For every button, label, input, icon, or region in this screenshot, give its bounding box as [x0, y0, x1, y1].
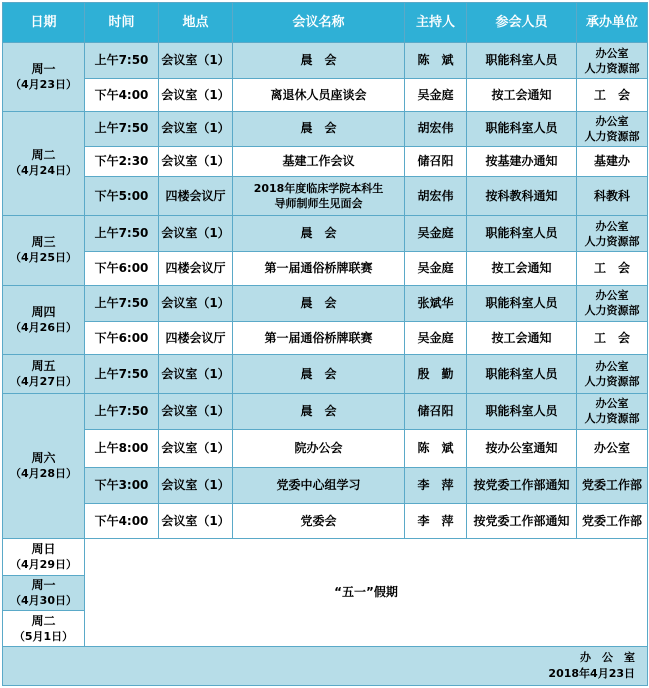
table-row: [3, 539, 648, 575]
organizer-line: 办公室: [593, 440, 630, 455]
meeting-name-cell: [233, 43, 405, 79]
place-cell: 会议室（1）: [159, 79, 233, 111]
organizer-line: 科教科: [593, 188, 630, 203]
place-cell: 会议室（1）: [159, 111, 233, 146]
day-name: 周五: [31, 359, 56, 374]
host-cell: 吴金庭: [405, 215, 467, 251]
organizer-cell: [577, 252, 648, 285]
organizer-line: 党委工作部: [581, 477, 642, 492]
time-cell: 上午8:00: [85, 430, 159, 467]
attendees-cell: 按党委工作部通知: [467, 467, 577, 503]
column-header: 会议名称: [233, 3, 405, 43]
host-cell: 吴金庭: [405, 79, 467, 111]
table-row: [3, 43, 648, 79]
day-cell: [3, 355, 85, 393]
day-date: （4月30日）: [10, 593, 77, 607]
table-row: [3, 285, 648, 321]
organizer-line: 办公室: [595, 397, 629, 411]
table-row: [3, 215, 648, 251]
column-header: 主持人: [405, 3, 467, 43]
meeting-name-line: 晨 会: [300, 53, 337, 68]
footer-row: [3, 647, 648, 686]
table-row: [3, 147, 648, 177]
place-cell: 会议室（1）: [159, 393, 233, 429]
table-row: [3, 177, 648, 215]
attendees-cell: 按党委工作部通知: [467, 503, 577, 538]
organizer-line: 办公室: [595, 360, 629, 374]
organizer-line: 办公室: [595, 289, 629, 303]
day-cell: [3, 611, 85, 647]
header-row: [3, 3, 648, 43]
schedule-body: [3, 43, 648, 686]
footer-date: 2018年4月23日: [548, 667, 635, 681]
table-row: [3, 355, 648, 393]
table-row: [3, 393, 648, 429]
table-row: [3, 252, 648, 285]
day-date: （4月23日）: [10, 77, 77, 91]
meeting-name-line: 第一届通俗桥牌联赛: [264, 260, 373, 275]
meeting-name-line: 院办公会: [294, 440, 343, 455]
time-cell: 上午7:50: [85, 285, 159, 321]
organizer-line: 人力资源部: [584, 375, 640, 389]
organizer-cell: [577, 393, 648, 429]
meeting-name-line: 导师制师生见面会: [274, 197, 363, 211]
table-row: [3, 111, 648, 146]
meeting-name-line: 晨 会: [300, 366, 337, 381]
place-cell: 会议室（1）: [159, 355, 233, 393]
host-cell: 张斌华: [405, 285, 467, 321]
place-cell: 会议室（1）: [159, 147, 233, 177]
attendees-cell: 职能科室人员: [467, 111, 577, 146]
meeting-name-cell: [233, 321, 405, 354]
place-cell: 会议室（1）: [159, 467, 233, 503]
attendees-cell: 职能科室人员: [467, 355, 577, 393]
organizer-line: 基建办: [593, 154, 630, 169]
organizer-cell: [577, 43, 648, 79]
host-cell: 陈 斌: [405, 430, 467, 467]
attendees-cell: 按工会通知: [467, 252, 577, 285]
time-cell: 下午4:00: [85, 79, 159, 111]
holiday-label: “五一”假期: [85, 539, 648, 647]
column-header: 承办单位: [577, 3, 648, 43]
organizer-cell: [577, 79, 648, 111]
meeting-name-line: 晨 会: [300, 121, 337, 136]
time-cell: 下午6:00: [85, 252, 159, 285]
meeting-name-cell: [233, 215, 405, 251]
meeting-schedule-table: [2, 2, 648, 686]
time-cell: 上午7:50: [85, 43, 159, 79]
organizer-cell: [577, 430, 648, 467]
place-cell: 会议室（1）: [159, 43, 233, 79]
table-row: [3, 503, 648, 538]
organizer-line: 人力资源部: [584, 304, 640, 318]
host-cell: 储召阳: [405, 393, 467, 429]
table-row: [3, 467, 648, 503]
meeting-name-line: 党委会: [300, 513, 337, 528]
host-cell: 吴金庭: [405, 252, 467, 285]
organizer-line: 党委工作部: [581, 513, 642, 528]
time-cell: 下午3:00: [85, 467, 159, 503]
attendees-cell: 按工会通知: [467, 79, 577, 111]
place-cell: 四楼会议厅: [159, 252, 233, 285]
meeting-name-cell: [233, 111, 405, 146]
day-name: 周四: [31, 304, 56, 319]
meeting-name-line: 晨 会: [300, 295, 337, 310]
time-cell: 下午2:30: [85, 147, 159, 177]
attendees-cell: 按基建办通知: [467, 147, 577, 177]
host-cell: 李 萍: [405, 503, 467, 538]
column-header: 参会人员: [467, 3, 577, 43]
attendees-cell: 职能科室人员: [467, 215, 577, 251]
organizer-cell: [577, 285, 648, 321]
day-name: 周一: [31, 577, 56, 592]
organizer-line: 工 会: [593, 260, 630, 275]
footer-office: 办 公 室: [580, 651, 635, 665]
day-name: 周日: [31, 542, 56, 556]
time-cell: 上午7:50: [85, 111, 159, 146]
host-cell: 殷 勤: [405, 355, 467, 393]
column-header: 日期: [3, 3, 85, 43]
host-cell: 胡宏伟: [405, 177, 467, 215]
meeting-name-cell: [233, 393, 405, 429]
host-cell: 陈 斌: [405, 43, 467, 79]
place-cell: 会议室（1）: [159, 430, 233, 467]
time-cell: 下午4:00: [85, 503, 159, 538]
organizer-cell: [577, 215, 648, 251]
meeting-name-cell: [233, 79, 405, 111]
meeting-name-cell: [233, 177, 405, 215]
attendees-cell: 按办公室通知: [467, 430, 577, 467]
place-cell: 四楼会议厅: [159, 321, 233, 354]
day-date: （4月26日）: [10, 320, 77, 334]
meeting-name-cell: [233, 467, 405, 503]
meeting-name-cell: [233, 285, 405, 321]
place-cell: 四楼会议厅: [159, 177, 233, 215]
meeting-name-line: 党委中心组学习: [276, 477, 361, 492]
place-cell: 会议室（1）: [159, 285, 233, 321]
day-name: 周二: [31, 148, 56, 163]
meeting-name-line: 基建工作会议: [282, 154, 355, 169]
table-row: [3, 430, 648, 467]
meeting-name-cell: [233, 430, 405, 467]
meeting-name-line: 离退休人员座谈会: [270, 87, 367, 102]
day-name: 周六: [31, 451, 56, 466]
place-cell: 会议室（1）: [159, 215, 233, 251]
attendees-cell: 按工会通知: [467, 321, 577, 354]
footer-cell: [3, 647, 648, 686]
meeting-name-cell: [233, 503, 405, 538]
meeting-name-line: 2018年度临床学院本科生: [253, 182, 384, 196]
organizer-line: 办公室: [595, 46, 629, 60]
day-cell: [3, 393, 85, 539]
day-date: （5月1日）: [13, 629, 74, 643]
host-cell: 吴金庭: [405, 321, 467, 354]
meeting-name-line: 第一届通俗桥牌联赛: [264, 330, 373, 345]
attendees-cell: 按科教科通知: [467, 177, 577, 215]
day-name: 周三: [31, 235, 56, 250]
meeting-name-line: 晨 会: [300, 226, 337, 241]
day-date: （4月27日）: [10, 375, 77, 389]
host-cell: 李 萍: [405, 467, 467, 503]
organizer-line: 人力资源部: [584, 412, 640, 426]
day-cell: [3, 215, 85, 285]
day-date: （4月25日）: [10, 251, 77, 265]
organizer-line: 办公室: [595, 219, 629, 233]
meeting-name-cell: [233, 252, 405, 285]
place-cell: 会议室（1）: [159, 503, 233, 538]
meeting-name-cell: [233, 355, 405, 393]
day-cell: [3, 111, 85, 215]
attendees-cell: 职能科室人员: [467, 393, 577, 429]
organizer-cell: [577, 503, 648, 538]
table-row: [3, 321, 648, 354]
attendees-cell: 职能科室人员: [467, 43, 577, 79]
time-cell: 下午5:00: [85, 177, 159, 215]
organizer-cell: [577, 147, 648, 177]
day-date: （4月29日）: [10, 558, 77, 571]
organizer-line: 办公室: [595, 114, 629, 128]
time-cell: 上午7:50: [85, 215, 159, 251]
day-cell: [3, 539, 85, 575]
organizer-line: 人力资源部: [584, 61, 640, 75]
day-cell: [3, 285, 85, 355]
column-header: 时间: [85, 3, 159, 43]
meeting-name-cell: [233, 147, 405, 177]
organizer-cell: [577, 177, 648, 215]
time-cell: 上午7:50: [85, 393, 159, 429]
organizer-cell: [577, 321, 648, 354]
time-cell: 上午7:50: [85, 355, 159, 393]
time-cell: 下午6:00: [85, 321, 159, 354]
meeting-name-line: 晨 会: [300, 403, 337, 418]
day-cell: [3, 575, 85, 610]
day-date: （4月28日）: [10, 467, 77, 481]
organizer-line: 人力资源部: [584, 129, 640, 143]
attendees-cell: 职能科室人员: [467, 285, 577, 321]
day-name: 周二: [31, 613, 56, 628]
host-cell: 储召阳: [405, 147, 467, 177]
day-cell: [3, 43, 85, 112]
organizer-line: 人力资源部: [584, 234, 640, 248]
host-cell: 胡宏伟: [405, 111, 467, 146]
column-header: 地点: [159, 3, 233, 43]
organizer-cell: [577, 467, 648, 503]
organizer-line: 工 会: [593, 87, 630, 102]
organizer-cell: [577, 111, 648, 146]
day-name: 周一: [31, 61, 56, 76]
organizer-cell: [577, 355, 648, 393]
organizer-line: 工 会: [593, 330, 630, 345]
table-row: [3, 79, 648, 111]
day-date: （4月24日）: [10, 164, 77, 178]
